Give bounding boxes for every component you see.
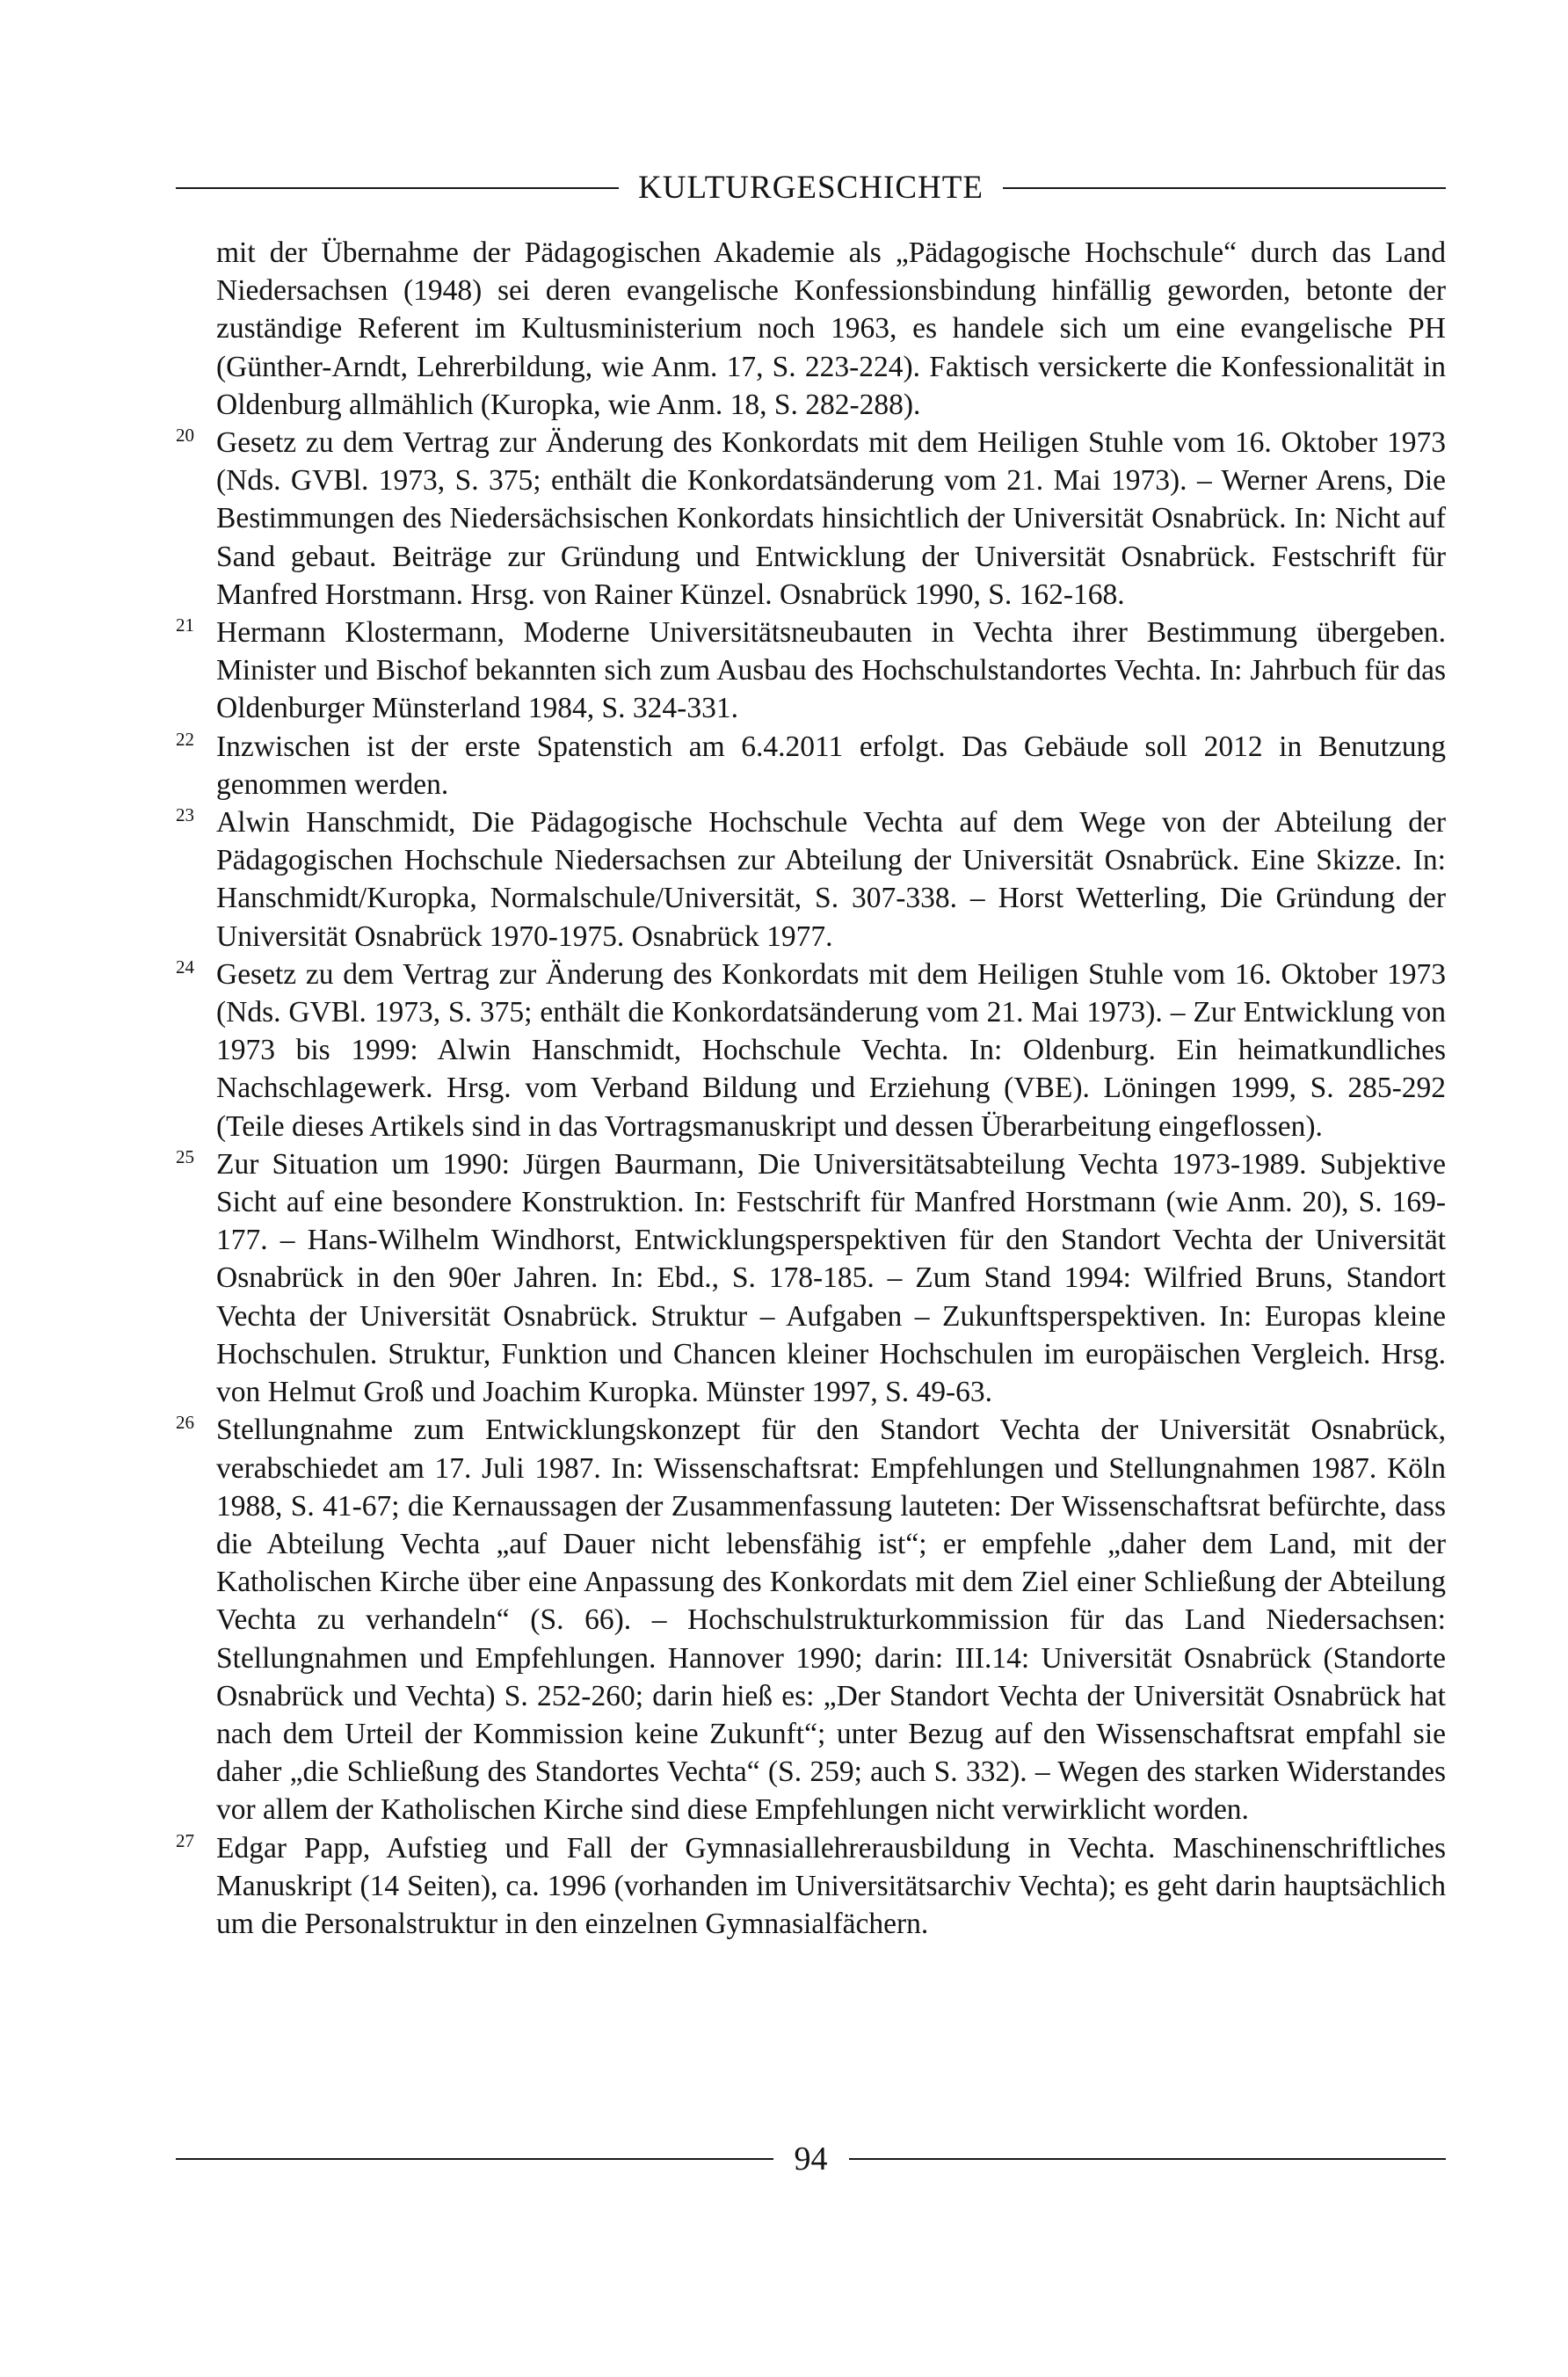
running-header	[176, 167, 1446, 209]
footnote-number: 21	[176, 614, 194, 636]
footnote	[176, 1411, 1446, 1828]
footnote-number: 24	[176, 956, 194, 978]
footnote-number: 22	[176, 728, 194, 750]
footer-rule-right	[849, 2158, 1447, 2160]
footnote-number: 27	[176, 1829, 194, 1851]
footnotes-block	[176, 234, 1446, 1943]
footnote-text: Gesetz zu dem Vertrag zur Änderung des Konkordats mit dem Heiligen Stuhle vom 16. Oktober 1973 (Nds. GVBl. 1973, S. 375; enthält die Konkordatsänderung vom 21. Mai 1973). – Werner Arens, Die Bestimmungen des Niedersächsischen Konkordats hinsichtlich der Universität Osnabrück. In: Nicht auf Sand gebaut. Beiträge zur Gründung und Entwicklung der Universität Osnabrück. Festschrift für Manfred Horstmann. Hrsg. von Rainer Künzel. Osnabrück 1990, S. 162-168.	[216, 426, 1446, 611]
header-rule-left	[176, 187, 619, 189]
footnote	[176, 1829, 1446, 1944]
footnote	[176, 728, 1446, 803]
footnote-number: 26	[176, 1412, 194, 1434]
running-footer	[176, 2138, 1446, 2180]
footnote-number: 20	[176, 425, 194, 447]
footnote-text: Gesetz zu dem Vertrag zur Änderung des Konkordats mit dem Heiligen Stuhle vom 16. Oktober 1973 (Nds. GVBl. 1973, S. 375; enthält die Konkordatsänderung vom 21. Mai 1973). – Zur Entwicklung von 1973 bis 1999: Alwin Hanschmidt, Hochschule Vechta. In: Oldenburg. Ein heimatkundliches Nachschlagewerk. Hrsg. vom Verband Bildung und Erziehung (VBE). Löningen 1999, S. 285-292 (Teile dieses Artikels sind in das Vortragsmanuskript und dessen Überarbeitung eingeflossen).	[216, 957, 1446, 1143]
footnote	[176, 614, 1446, 728]
footnote-number: 25	[176, 1145, 194, 1167]
footnote-text: Edgar Papp, Aufstieg und Fall der Gymnasiallehrerausbildung in Vechta. Maschinenschriftliches Manuskript (14 Seiten), ca. 1996 (vorhanden im Universitätsarchiv Vechta); es geht darin hauptsächlich um die Personalstruktur in den einzelnen Gymnasialfächern.	[216, 1831, 1446, 1940]
footer-rule-left	[176, 2158, 773, 2160]
footnote-text: Hermann Klostermann, Moderne Universitätsneubauten in Vechta ihrer Bestimmung übergeben. Minister und Bischof bekannten sich zum Ausbau des Hochschulstandortes Vechta. In: Jahrbuch für das Oldenburger Münsterland 1984, S. 324-331.	[216, 616, 1446, 725]
footnote-text: Inzwischen ist der erste Spatenstich am 6.4.2011 erfolgt. Das Gebäude soll 2012 in Benutzung genommen werden.	[216, 730, 1446, 801]
section-title: KULTURGESCHICHTE	[638, 170, 984, 206]
footnote	[176, 956, 1446, 1145]
footnote	[176, 424, 1446, 614]
footnote	[176, 803, 1446, 956]
footnote-continuation: mit der Übernahme der Pädagogischen Akademie als „Pädagogische Hochschule“ durch das Land Niedersachsen (1948) sei deren evangelische Konfessionsbindung hinfällig geworden, betonte der zuständige Referent im Kultusministerium noch 1963, es handele sich um eine evangelische PH (Günther-Arndt, Lehrerbildung, wie Anm. 17, S. 223-224). Faktisch versickerte die Konfessionalität in Oldenburg allmählich (Kuropka, wie Anm. 18, S. 282-288).	[216, 236, 1446, 421]
footnote	[176, 1145, 1446, 1411]
footnote-text: Zur Situation um 1990: Jürgen Baurmann, Die Universitätsabteilung Vechta 1973-1989. Subjektive Sicht auf eine besondere Konstruktion. In: Festschrift für Manfred Horstmann (wie Anm. 20), S. 169-177. – Hans-Wilhelm Windhorst, Entwicklungsperspektiven für den Standort Vechta der Universität Osnabrück in den 90er Jahren. In: Ebd., S. 178-185. – Zum Stand 1994: Wilfried Bruns, Standort Vechta der Universität Osnabrück. Struktur – Aufgaben – Zukunftsperspektiven. In: Europas kleine Hochschulen. Struktur, Funktion und Chancen kleiner Hochschulen im europäischen Vergleich. Hrsg. von Helmut Groß und Joachim Kuropka. Münster 1997, S. 49-63.	[216, 1147, 1446, 1409]
header-rule-right	[1003, 187, 1446, 189]
footnote-number: 23	[176, 804, 194, 826]
page-number: 94	[794, 2141, 828, 2177]
footnote-text: Stellungnahme zum Entwicklungskonzept für den Standort Vechta der Universität Osnabrück, verabschiedet am 17. Juli 1987. In: Wissenschaftsrat: Empfehlungen und Stellungnahmen 1987. Köln 1988, S. 41-67; die Kernaussagen der Zusammenfassung lauteten: Der Wissenschaftsrat befürchte, dass die Abteilung Vechta „auf Dauer nicht lebensfähig ist“; er empfehle „daher dem Land, mit der Katholischen Kirche über eine Anpassung des Konkordats mit dem Ziel einer Schließung der Abteilung Vechta zu verhandeln“ (S. 66). – Hochschulstrukturkommission für das Land Niedersachsen: Stellungnahmen und Empfehlungen. Hannover 1990; darin: III.14: Universität Osnabrück (Standorte Osnabrück und Vechta) S. 252-260; darin hieß es: „Der Standort Vechta der Universität Osnabrück hat nach dem Urteil der Kommission keine Zukunft“; unter Bezug auf den Wissenschaftsrat empfahl sie daher „die Schließung des Standortes Vechta“ (S. 259; auch S. 332). – Wegen des starken Widerstandes vor allem der Katholischen Kirche sind diese Empfehlungen nicht verwirklicht worden.	[216, 1414, 1446, 1827]
footnote-text: Alwin Hanschmidt, Die Pädagogische Hochschule Vechta auf dem Wege von der Abteilung der Pädagogischen Hochschule Niedersachsen zur Abteilung der Universität Osnabrück. Eine Skizze. In: Hanschmidt/Kuropka, Normalschule/Universität, S. 307-338. – Horst Wetterling, Die Gründung der Universität Osnabrück 1970-1975. Osnabrück 1977.	[216, 806, 1446, 953]
